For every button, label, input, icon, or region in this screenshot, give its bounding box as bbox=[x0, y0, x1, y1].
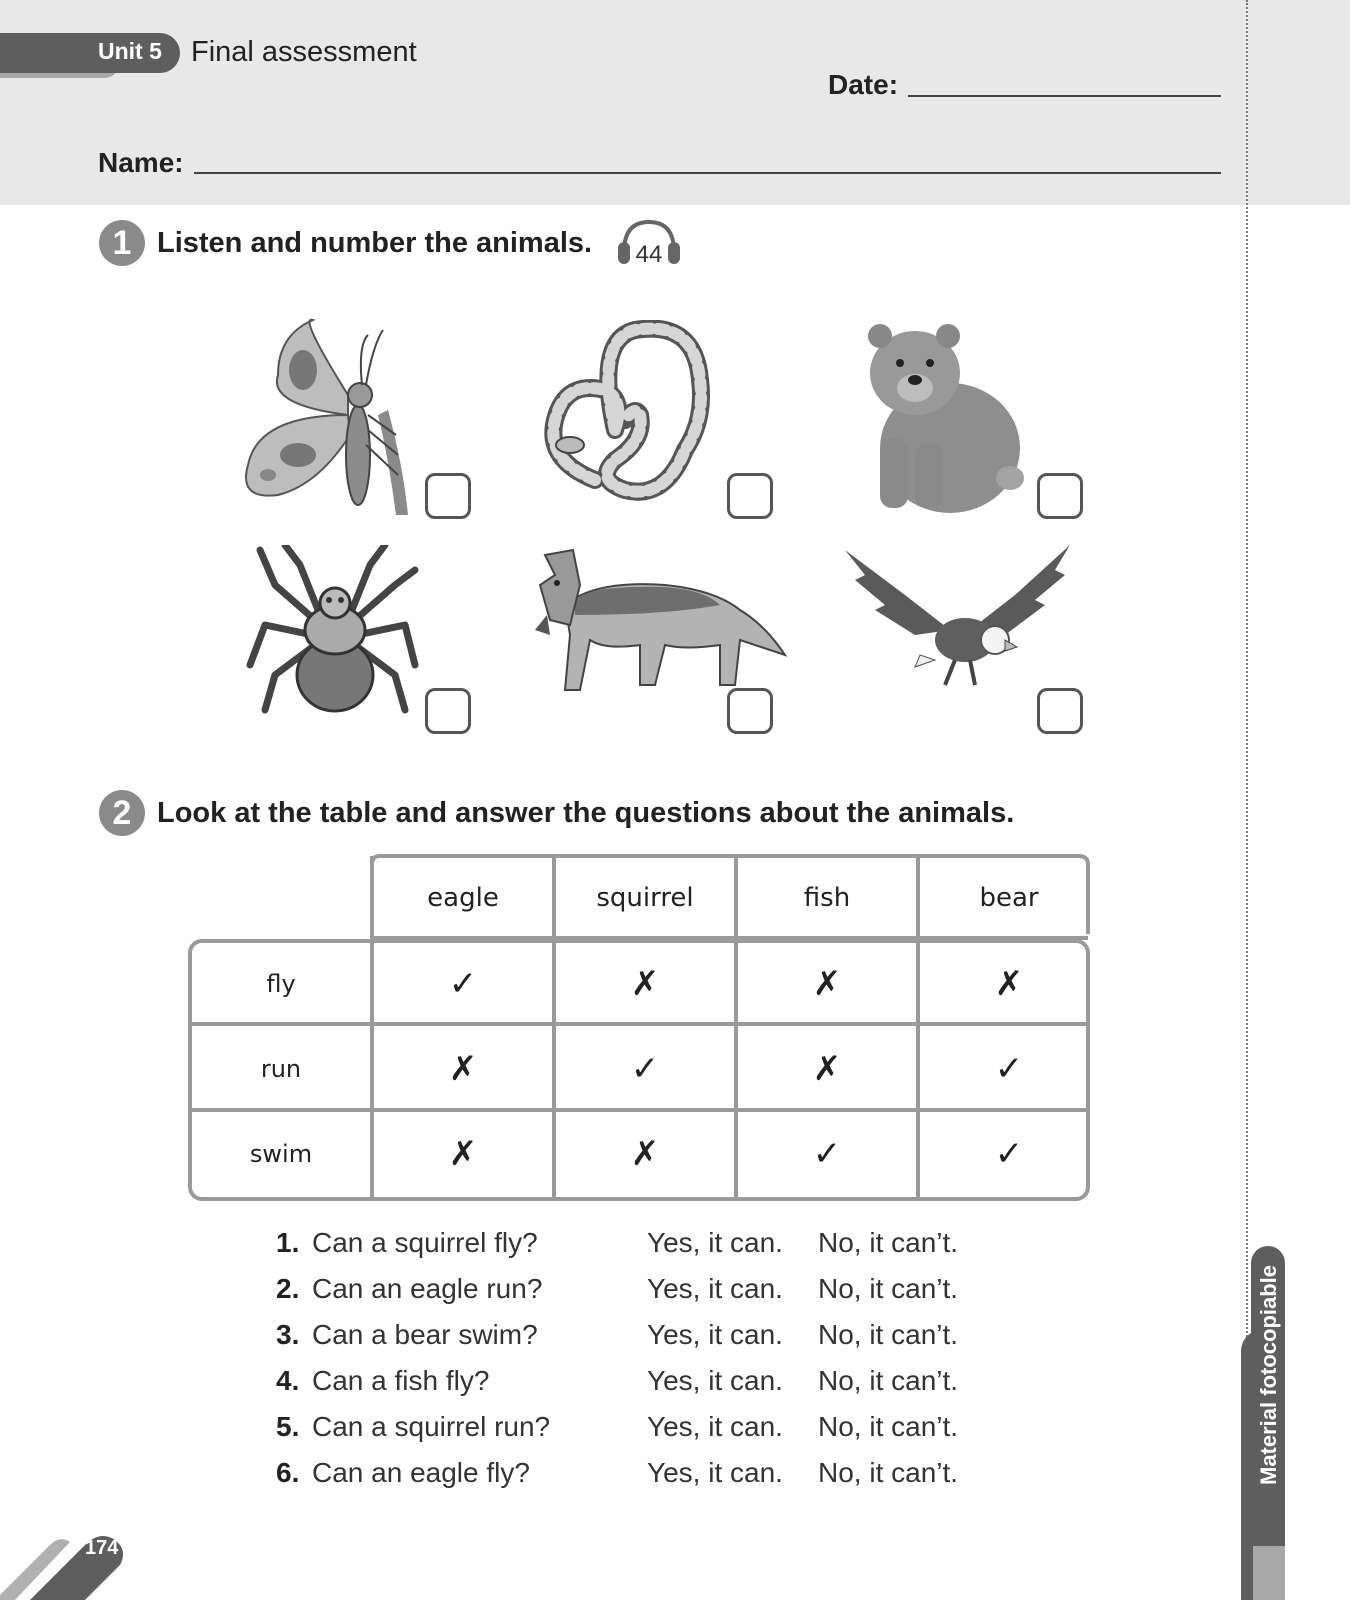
headphones-icon bbox=[618, 218, 680, 268]
question-text: Can an eagle run? bbox=[312, 1273, 543, 1304]
answer-box-snake[interactable] bbox=[727, 473, 773, 519]
table-header-squirrel: squirrel bbox=[596, 883, 694, 913]
header-band bbox=[0, 0, 1247, 205]
table-cell-swim-squirrel: ✗ bbox=[630, 1134, 660, 1174]
date-field[interactable] bbox=[908, 95, 1221, 97]
table-cell-run-fish: ✗ bbox=[812, 1049, 842, 1089]
question-number: 3. bbox=[276, 1319, 300, 1350]
answer-no-option[interactable]: No, it can’t. bbox=[818, 1273, 959, 1304]
question-number: 1. bbox=[276, 1227, 300, 1258]
snake-image bbox=[535, 320, 725, 510]
bear-image bbox=[860, 318, 1030, 518]
answer-box-butterfly[interactable] bbox=[425, 473, 471, 519]
question-text: Can a fish fly? bbox=[312, 1365, 490, 1396]
eagle-image bbox=[845, 545, 1075, 705]
answer-yes-option[interactable]: Yes, it can. bbox=[647, 1457, 783, 1488]
exercise-1-instruction: Listen and number the animals. bbox=[157, 227, 593, 259]
date-label: Date: bbox=[828, 69, 899, 100]
answer-no-option[interactable]: No, it can’t. bbox=[818, 1457, 959, 1488]
question-text: Can an eagle fly? bbox=[312, 1457, 530, 1488]
track-number: 44 bbox=[635, 241, 663, 268]
table-row-label-swim: swim bbox=[249, 1140, 313, 1168]
answer-box-eagle[interactable] bbox=[1037, 688, 1083, 734]
table-cell-fly-bear: ✗ bbox=[994, 964, 1024, 1004]
answer-yes-option[interactable]: Yes, it can. bbox=[647, 1319, 783, 1350]
answer-no-option[interactable]: No, it can’t. bbox=[818, 1227, 959, 1258]
table-row-label-run: run bbox=[260, 1055, 302, 1083]
exercise-1-number: 1 bbox=[99, 220, 145, 266]
unit-label: Unit 5 bbox=[98, 38, 162, 64]
question-number: 4. bbox=[276, 1365, 300, 1396]
question-text: Can a squirrel fly? bbox=[312, 1227, 538, 1258]
answer-yes-option[interactable]: Yes, it can. bbox=[647, 1365, 783, 1396]
exercise-2-instruction: Look at the table and answer the questions about the animals. bbox=[157, 797, 1015, 829]
table-cell-swim-bear: ✓ bbox=[994, 1134, 1024, 1174]
table-header-fish: fish bbox=[803, 883, 851, 913]
table-cell-swim-eagle: ✗ bbox=[448, 1134, 478, 1174]
page-number: 174 bbox=[85, 1537, 119, 1559]
answer-yes-option[interactable]: Yes, it can. bbox=[647, 1273, 783, 1304]
question-text: Can a bear swim? bbox=[312, 1319, 538, 1350]
question-number: 6. bbox=[276, 1457, 300, 1488]
answer-no-option[interactable]: No, it can’t. bbox=[818, 1365, 959, 1396]
answer-box-bear[interactable] bbox=[1037, 473, 1083, 519]
name-label: Name: bbox=[98, 147, 184, 178]
table-header-bear: bear bbox=[979, 883, 1039, 913]
answer-no-option[interactable]: No, it can’t. bbox=[818, 1411, 959, 1442]
answer-box-wolf[interactable] bbox=[727, 688, 773, 734]
table-cell-swim-fish: ✓ bbox=[812, 1134, 842, 1174]
table-cell-run-eagle: ✗ bbox=[448, 1049, 478, 1089]
side-tab-label: Material fotocopiable bbox=[1256, 1264, 1281, 1485]
answer-box-spider[interactable] bbox=[425, 688, 471, 734]
question-number: 2. bbox=[276, 1273, 300, 1304]
question-number: 5. bbox=[276, 1411, 300, 1442]
table-cell-fly-fish: ✗ bbox=[812, 964, 842, 1004]
unit-title: Final assessment bbox=[191, 36, 417, 68]
answer-yes-option[interactable]: Yes, it can. bbox=[647, 1411, 783, 1442]
page-number-badge bbox=[0, 1520, 125, 1600]
exercise-2-number: 2 bbox=[99, 790, 145, 836]
butterfly-image bbox=[238, 315, 418, 525]
table-cell-run-bear: ✓ bbox=[994, 1049, 1024, 1089]
table-cell-run-squirrel: ✓ bbox=[630, 1049, 660, 1089]
table-cell-fly-squirrel: ✗ bbox=[630, 964, 660, 1004]
spider-image bbox=[245, 545, 425, 725]
name-field[interactable] bbox=[194, 172, 1221, 174]
answer-no-option[interactable]: No, it can’t. bbox=[818, 1319, 959, 1350]
question-text: Can a squirrel run? bbox=[312, 1411, 551, 1442]
table-header-eagle: eagle bbox=[427, 883, 499, 913]
wolf-image bbox=[515, 545, 795, 705]
header-band-margin bbox=[1248, 0, 1350, 205]
table-row-label-fly: fly bbox=[266, 970, 296, 998]
answer-yes-option[interactable]: Yes, it can. bbox=[647, 1227, 783, 1258]
table-cell-fly-eagle: ✓ bbox=[448, 964, 478, 1004]
